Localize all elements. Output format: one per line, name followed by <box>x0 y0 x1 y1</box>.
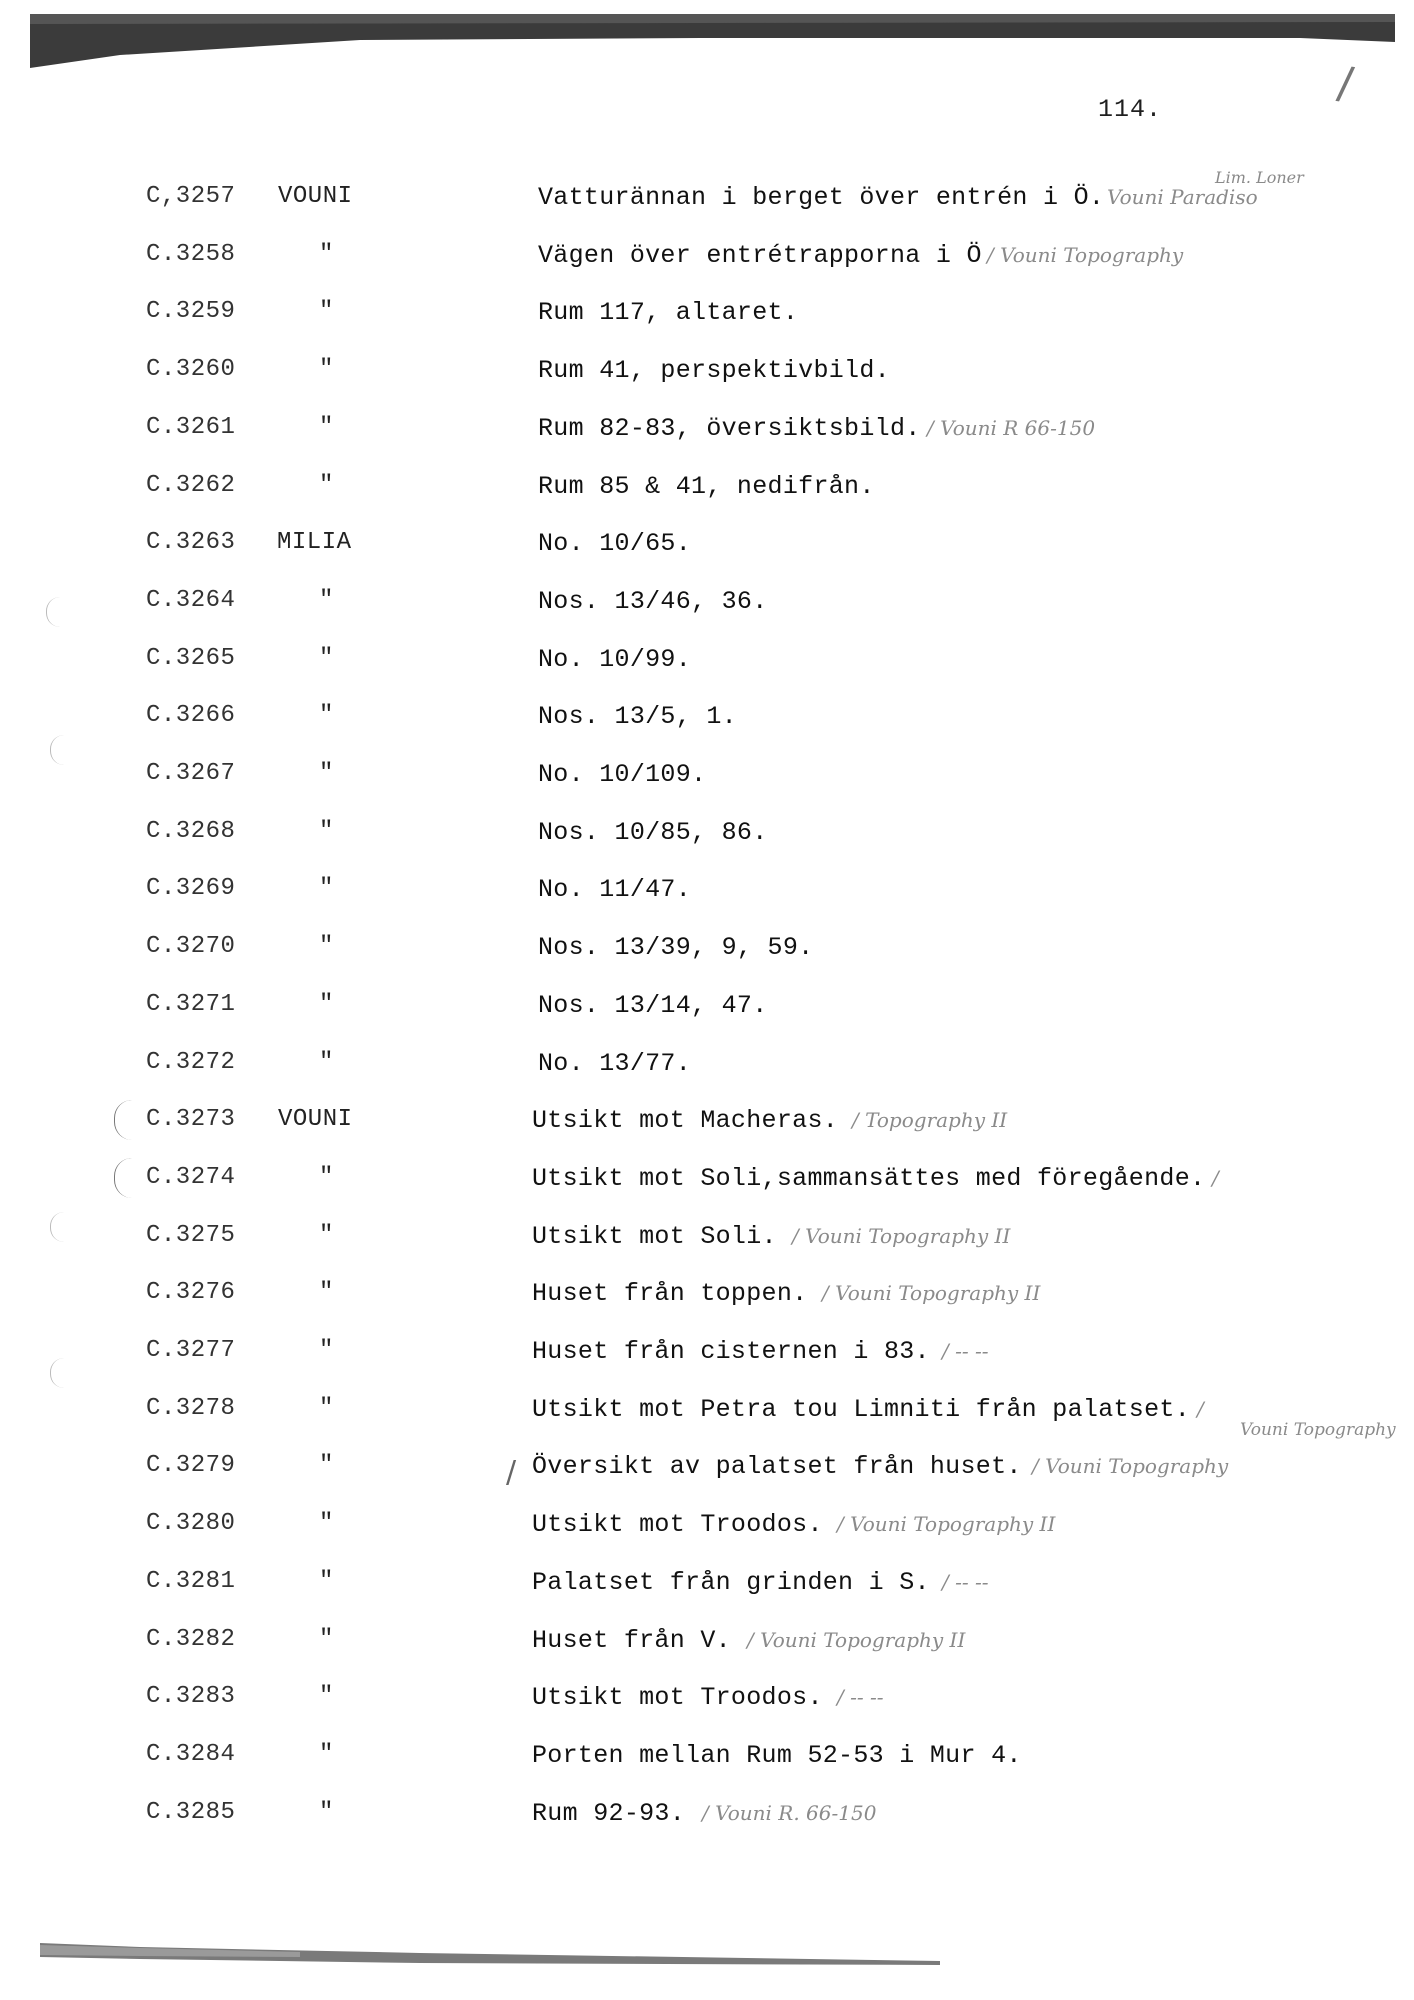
entry-code: C.3279 <box>146 1452 236 1479</box>
ledger-row <box>0 356 1414 396</box>
entry-code: C.3284 <box>146 1741 236 1768</box>
ledger-row <box>0 472 1414 512</box>
entry-description: Rum 92-93. <box>532 1799 686 1828</box>
handwritten-note: / -- -- <box>942 1339 989 1363</box>
entry-description: Rum 117, altaret. <box>538 298 799 327</box>
entry-site: " <box>319 933 334 960</box>
ledger-row <box>0 818 1414 858</box>
entry-code: C.3278 <box>146 1395 236 1422</box>
ledger-row <box>0 241 1414 281</box>
entry-description: Utsikt mot Troodos. <box>532 1683 823 1712</box>
handwritten-note: / <box>1212 1166 1219 1190</box>
entry-site: " <box>319 1164 334 1191</box>
entry-site: " <box>319 587 334 614</box>
entry-description: Vatturännan i berget över entrén i Ö. <box>538 183 1105 212</box>
ledger-row <box>0 1568 1414 1608</box>
handwritten-note: / Vouni Topography II <box>747 1628 966 1652</box>
handwritten-note: / Vouni Topography <box>987 243 1184 267</box>
ledger-row <box>0 298 1414 338</box>
handwritten-note: / Vouni Topography II <box>822 1281 1041 1305</box>
entry-site: " <box>319 1395 334 1422</box>
entry-code: C.3283 <box>146 1683 236 1710</box>
entry-code: C.3262 <box>146 472 236 499</box>
entry-site: " <box>319 356 334 383</box>
entry-code: C.3268 <box>146 818 236 845</box>
entry-description: Rum 82-83, översiktsbild. <box>538 414 921 443</box>
handwritten-note: Vouni Paradiso <box>1107 185 1258 209</box>
ledger-row <box>0 529 1414 569</box>
entry-site: " <box>319 818 334 845</box>
ledger-row <box>0 645 1414 685</box>
entry-description: Huset från toppen. <box>532 1279 808 1308</box>
entry-code: C.3277 <box>146 1337 236 1364</box>
entry-code: C.3260 <box>146 356 236 383</box>
entry-site: " <box>319 991 334 1018</box>
ledger-row <box>0 1222 1414 1262</box>
ledger-row <box>0 1164 1414 1204</box>
ledger-row <box>0 1337 1414 1377</box>
entry-description: Översikt av palatset från huset. <box>532 1452 1022 1481</box>
entry-description: Utsikt mot Soli. <box>532 1222 777 1251</box>
entry-code: C.3261 <box>146 414 236 441</box>
entry-description: Palatset från grinden i S. <box>532 1568 930 1597</box>
entry-description: Porten mellan Rum 52-53 i Mur 4. <box>532 1741 1022 1770</box>
handwritten-note: / Vouni Topography II <box>792 1224 1011 1248</box>
entry-site: MILIA <box>277 529 352 556</box>
entry-description: Vägen över entrétrapporna i Ö <box>538 241 982 270</box>
entry-code: C.3264 <box>146 587 236 614</box>
ledger-row <box>0 1106 1414 1146</box>
entry-site: " <box>319 241 334 268</box>
entry-code: C.3267 <box>146 760 236 787</box>
entry-code: C.3285 <box>146 1799 236 1826</box>
entry-site: " <box>319 1741 334 1768</box>
ledger-row <box>0 1452 1414 1492</box>
handwritten-note: / Vouni Topography II <box>837 1512 1056 1536</box>
margin-mark <box>50 1358 65 1388</box>
entry-description: Nos. 13/5, 1. <box>538 702 737 731</box>
entry-description: Utsikt mot Petra tou Limniti från palatset. <box>532 1395 1191 1424</box>
entry-site: " <box>319 1510 334 1537</box>
entry-code: C.3280 <box>146 1510 236 1537</box>
entry-site: " <box>319 1568 334 1595</box>
entry-site: " <box>319 1049 334 1076</box>
entry-description: Utsikt mot Troodos. <box>532 1510 823 1539</box>
ledger-row <box>0 1626 1414 1666</box>
scan-shadow-bottom <box>0 1935 1414 2000</box>
entry-site: " <box>319 414 334 441</box>
entry-code: C.3259 <box>146 298 236 325</box>
page-number: 114. <box>1098 95 1163 124</box>
entry-code: C.3258 <box>146 241 236 268</box>
ledger-row <box>0 1279 1414 1319</box>
entry-description: Huset från V. <box>532 1626 731 1655</box>
ledger-row <box>0 1799 1414 1839</box>
entry-description: Utsikt mot Macheras. <box>532 1106 839 1135</box>
ledger-row <box>0 587 1414 627</box>
entry-site: " <box>319 1452 334 1479</box>
handwritten-note: / -- -- <box>837 1685 884 1709</box>
entry-code: C.3275 <box>146 1222 236 1249</box>
entry-code: C.3270 <box>146 933 236 960</box>
handwritten-note-above-row-22: Vouni Topography <box>1240 1420 1396 1440</box>
ledger-row <box>0 1049 1414 1089</box>
margin-slash-mark: / <box>506 1455 517 1490</box>
entry-site: " <box>319 875 334 902</box>
entry-description: Utsikt mot Soli,sammansättes med föregående. <box>532 1164 1206 1193</box>
corner-check-mark: / <box>1334 57 1357 110</box>
scan-bottom-edge <box>0 1935 1414 2000</box>
entry-site: VOUNI <box>278 1106 353 1133</box>
entry-code: C.3273 <box>146 1106 236 1133</box>
entry-description: Rum 41, perspektivbild. <box>538 356 890 385</box>
entry-site: " <box>319 1337 334 1364</box>
entry-description: Nos. 10/85, 86. <box>538 818 768 847</box>
entry-site: " <box>319 1683 334 1710</box>
entry-site: " <box>319 1279 334 1306</box>
entry-description: Rum 85 & 41, nedifrån. <box>538 472 875 501</box>
entry-description: No. 10/65. <box>538 529 692 558</box>
entry-site: VOUNI <box>278 183 353 210</box>
ledger-row <box>0 1741 1414 1781</box>
entry-description: No. 11/47. <box>538 875 692 904</box>
ledger-row <box>0 991 1414 1031</box>
entry-code: C.3272 <box>146 1049 236 1076</box>
ledger-row <box>0 1510 1414 1550</box>
entry-code: C.3269 <box>146 875 236 902</box>
entry-description: No. 10/109. <box>538 760 707 789</box>
ledger-row <box>0 1395 1414 1435</box>
handwritten-note: / Vouni R 66-150 <box>927 416 1096 440</box>
entry-code: C.3276 <box>146 1279 236 1306</box>
ledger-row <box>0 414 1414 454</box>
entry-code: C.3282 <box>146 1626 236 1653</box>
entry-description: No. 10/99. <box>538 645 692 674</box>
scan-shadow-top <box>0 0 1414 74</box>
entry-code: C.3266 <box>146 702 236 729</box>
entry-code: C.3281 <box>146 1568 236 1595</box>
entry-description: Nos. 13/14, 47. <box>538 991 768 1020</box>
ledger-row <box>0 702 1414 742</box>
entry-description: Nos. 13/46, 36. <box>538 587 768 616</box>
entry-code: C.3263 <box>146 529 236 556</box>
entry-code: C.3271 <box>146 991 236 1018</box>
ledger-row <box>0 760 1414 800</box>
entry-site: " <box>319 298 334 325</box>
ledger-row <box>0 183 1414 223</box>
ledger-row <box>0 1683 1414 1723</box>
entry-site: " <box>319 760 334 787</box>
entry-site: " <box>319 1799 334 1826</box>
entry-description: Huset från cisternen i 83. <box>532 1337 930 1366</box>
handwritten-note: / -- -- <box>942 1570 989 1594</box>
handwritten-note: / <box>1197 1397 1204 1421</box>
entry-description: No. 13/77. <box>538 1049 692 1078</box>
handwritten-note: / Topography II <box>852 1108 1008 1132</box>
entry-site: " <box>319 645 334 672</box>
entry-code: C.3265 <box>146 645 236 672</box>
ledger-row <box>0 875 1414 915</box>
handwritten-note: / Vouni Topography <box>1032 1454 1229 1478</box>
entry-code: C.3274 <box>146 1164 236 1191</box>
entry-code: C,3257 <box>146 183 236 210</box>
scan-top-edge <box>0 0 1414 74</box>
handwritten-note: / Vouni R. 66-150 <box>702 1801 877 1825</box>
entry-description: Nos. 13/39, 9, 59. <box>538 933 814 962</box>
entry-site: " <box>319 1222 334 1249</box>
entry-site: " <box>319 472 334 499</box>
ledger-row <box>0 933 1414 973</box>
handwritten-note-top-second-line: Lim. Loner <box>1215 168 1304 187</box>
entry-site: " <box>319 1626 334 1653</box>
entry-site: " <box>319 702 334 729</box>
